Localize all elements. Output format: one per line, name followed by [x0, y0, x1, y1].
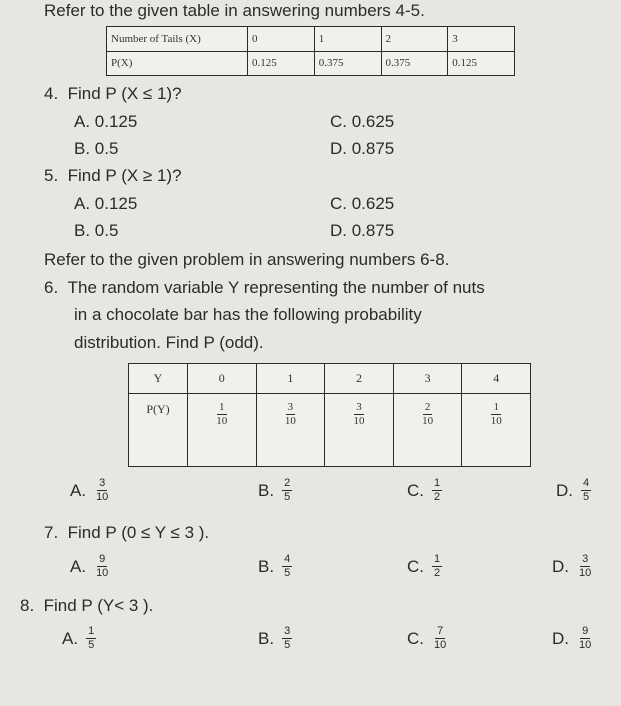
table-cell: 0.375 — [314, 51, 381, 76]
fraction-numerator: 1 — [493, 401, 499, 413]
table-row-label: P(X) — [107, 51, 248, 76]
table-header-label: Number of Tails (X) — [107, 27, 248, 52]
q6-option-d[interactable] — [556, 478, 591, 503]
option-label: B. — [258, 628, 275, 648]
fraction-numerator: 3 — [582, 553, 589, 565]
table-cell: 0.125 — [248, 51, 315, 76]
q5-option-c[interactable]: C. 0.625 — [330, 194, 395, 213]
fraction-numerator: 9 — [582, 625, 589, 637]
fraction-numerator: 1 — [219, 401, 225, 413]
table-cell: 0.125 — [448, 51, 515, 76]
table-header-cell: 1 — [314, 27, 381, 52]
question-stem: Find P (X ≤ 1)? — [67, 84, 182, 103]
question-8 — [20, 596, 153, 616]
table-header-cell: 0 — [248, 27, 315, 52]
q6-option-b[interactable] — [258, 478, 292, 503]
fraction-denominator: 10 — [422, 415, 434, 427]
table-header-cell: 4 — [462, 364, 531, 394]
fraction-numerator: 1 — [434, 553, 441, 565]
question-stem: Find P (Y< 3 ). — [43, 596, 154, 615]
question-stem: Find P (X ≥ 1)? — [67, 166, 182, 185]
fraction-numerator: 3 — [284, 625, 291, 637]
question-6 — [44, 278, 485, 298]
table-row-label: P(Y) — [129, 394, 188, 467]
table-header-cell: 3 — [448, 27, 515, 52]
fraction-numerator: 4 — [583, 477, 590, 489]
question-number: 8. — [20, 596, 35, 615]
question-7 — [44, 523, 209, 543]
fraction-denominator: 5 — [284, 491, 291, 503]
option-label: D. — [556, 480, 573, 500]
fraction-numerator: 3 — [287, 401, 294, 413]
probability-table-y — [128, 363, 531, 467]
fraction-denominator: 10 — [434, 639, 447, 651]
table-header-cell: 2 — [325, 364, 394, 394]
fraction-denominator: 10 — [284, 415, 296, 427]
table-cell — [325, 394, 394, 467]
q7-option-a[interactable] — [70, 554, 110, 579]
option-label: B. — [258, 480, 275, 500]
fraction-denominator: 10 — [96, 491, 109, 503]
fraction-numerator: 3 — [356, 401, 362, 413]
table-cell — [188, 394, 257, 467]
question-stem: Find P (0 ≤ Y ≤ 3 ). — [67, 523, 210, 542]
table-header-cell: 1 — [256, 364, 325, 394]
option-label: C. — [407, 480, 424, 500]
table-header-label: Y — [129, 364, 188, 394]
q7-option-c[interactable] — [407, 554, 442, 579]
q7-option-b[interactable] — [258, 554, 292, 579]
option-label: C. — [407, 628, 424, 648]
fraction-denominator: 10 — [96, 567, 109, 579]
fraction-numerator: 2 — [284, 477, 291, 489]
fraction-denominator: 2 — [434, 567, 441, 579]
q5-option-b[interactable]: B. 0.5 — [74, 221, 119, 240]
question-stem-line1: The random variable Y representing the number of nuts — [67, 278, 485, 297]
section-header-6-8: Refer to the given problem in answering numbers 6-8. — [44, 250, 450, 269]
table-cell — [462, 394, 531, 467]
q4-option-b[interactable]: B. 0.5 — [74, 139, 119, 158]
probability-table-x — [106, 26, 515, 76]
fraction-denominator: 10 — [353, 415, 365, 427]
table-header-cell: 2 — [381, 27, 448, 52]
question-number: 5. — [44, 166, 59, 185]
q8-option-c[interactable] — [407, 626, 448, 651]
option-label: D. — [552, 556, 569, 576]
q7-option-d[interactable] — [552, 554, 593, 579]
fraction-numerator: 1 — [88, 625, 95, 637]
q6-option-a[interactable] — [70, 478, 110, 503]
question-4 — [44, 84, 182, 104]
fraction-numerator: 2 — [424, 401, 431, 413]
option-label: A. — [62, 628, 79, 648]
fraction-numerator: 3 — [99, 477, 106, 489]
question-number: 4. — [44, 84, 59, 103]
option-label: D. — [552, 628, 569, 648]
fraction-denominator: 10 — [579, 639, 592, 651]
fraction-denominator: 5 — [583, 491, 590, 503]
question-number: 7. — [44, 523, 59, 542]
table-cell: 0.375 — [381, 51, 448, 76]
q4-option-c[interactable]: C. 0.625 — [330, 112, 395, 131]
q8-option-d[interactable] — [552, 626, 593, 651]
fraction-numerator: 9 — [99, 553, 106, 565]
q4-option-d[interactable]: D. 0.875 — [330, 139, 395, 158]
fraction-denominator: 10 — [579, 567, 592, 579]
option-label: A. — [70, 480, 87, 500]
table-header-cell: 0 — [188, 364, 257, 394]
fraction-numerator: 4 — [284, 553, 291, 565]
table-cell — [256, 394, 325, 467]
q5-option-a[interactable]: A. 0.125 — [74, 194, 138, 213]
fraction-denominator: 5 — [88, 639, 95, 651]
fraction-denominator: 5 — [284, 639, 291, 651]
question-number: 6. — [44, 278, 59, 297]
q5-option-d[interactable]: D. 0.875 — [330, 221, 395, 240]
q6-option-c[interactable] — [407, 478, 442, 503]
question-stem-line2: in a chocolate bar has the following probability — [74, 305, 422, 324]
option-label: A. — [70, 556, 87, 576]
question-5 — [44, 166, 182, 186]
q8-option-b[interactable] — [258, 626, 292, 651]
table-header-cell: 3 — [393, 364, 462, 394]
option-label: C. — [407, 556, 424, 576]
option-label: B. — [258, 556, 275, 576]
fraction-denominator: 5 — [284, 567, 291, 579]
section-header-4-5: Refer to the given table in answering numbers 4-5. — [44, 1, 425, 20]
q8-option-a[interactable] — [62, 626, 96, 651]
fraction-denominator: 10 — [216, 415, 228, 427]
table-cell — [393, 394, 462, 467]
fraction-denominator: 10 — [490, 415, 502, 427]
q4-option-a[interactable]: A. 0.125 — [74, 112, 138, 131]
fraction-numerator: 7 — [437, 625, 444, 637]
question-stem-line3: distribution. Find P (odd). — [74, 333, 264, 352]
fraction-denominator: 2 — [434, 491, 441, 503]
fraction-numerator: 1 — [434, 477, 441, 489]
